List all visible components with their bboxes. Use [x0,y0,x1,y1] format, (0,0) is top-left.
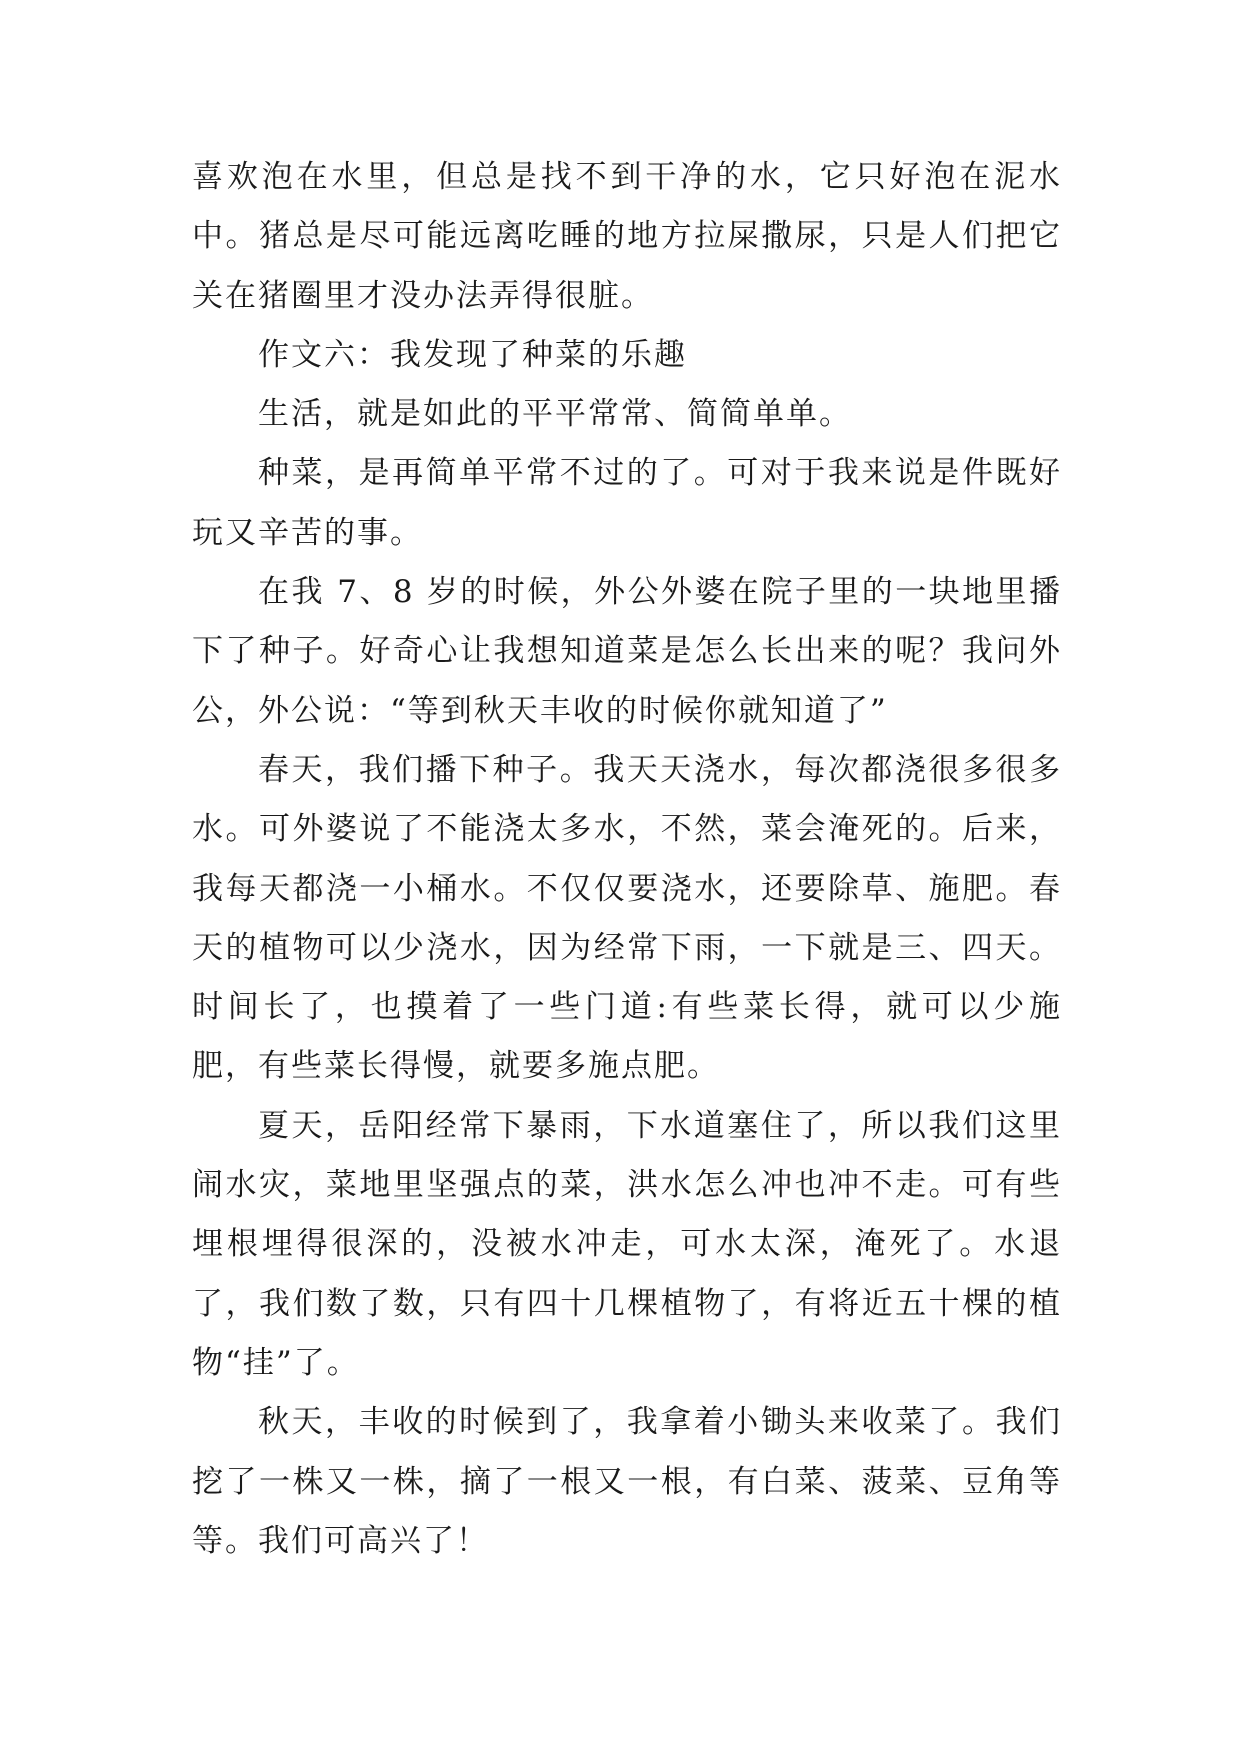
paragraph: 种菜，是再简单平常不过的了。可对于我来说是件既好玩又辛苦的事。 [192,455,1062,551]
paragraph: 在我 7、8 岁的时候，外公外婆在院子里的一块地里播下了种子。好奇心让我想知道菜是怎么长出来的呢？我问外公，外公说：“等到秋天丰收的时候你就知道了” [192,574,1062,729]
document-body [192,148,1062,1571]
paragraph-continued: 喜欢泡在水里，但总是找不到干净的水，它只好泡在泥水中。猪总是尽可能远离吃睡的地方拉屎撒尿，只是人们把它关在猪圈里才没办法弄得很脏。 [192,159,1062,314]
paragraph: 秋天，丰收的时候到了，我拿着小锄头来收菜了。我们挖了一株又一株，摘了一根又一根，有白菜、菠菜、豆角等等。我们可高兴了！ [192,1404,1062,1559]
paragraph: 春天，我们播下种子。我天天浇水，每次都浇很多很多水。可外婆说了不能浇太多水，不然，菜会淹死的。后来，我每天都浇一小桶水。不仅仅要浇水，还要除草、施肥。春天的植物可以少浇水，因为经常下雨，一下就是三、四天。时间长了，也摸着了一些门道:有些菜长得，就可以少施肥，有些菜长得慢，就要多施点肥。 [192,751,1062,1085]
paragraph: 生活，就是如此的平平常常、简简单单。 [258,396,852,433]
paragraph: 夏天，岳阳经常下暴雨，下水道塞住了，所以我们这里闹水灾，菜地里坚强点的菜，洪水怎么冲也冲不走。可有些埋根埋得很深的，没被水冲走，可水太深，淹死了。水退了，我们数了数，只有四十几棵植物了，有将近五十棵的植物“挂”了。 [192,1107,1062,1381]
essay-title: 作文六：我发现了种菜的乐趣 [258,336,687,373]
